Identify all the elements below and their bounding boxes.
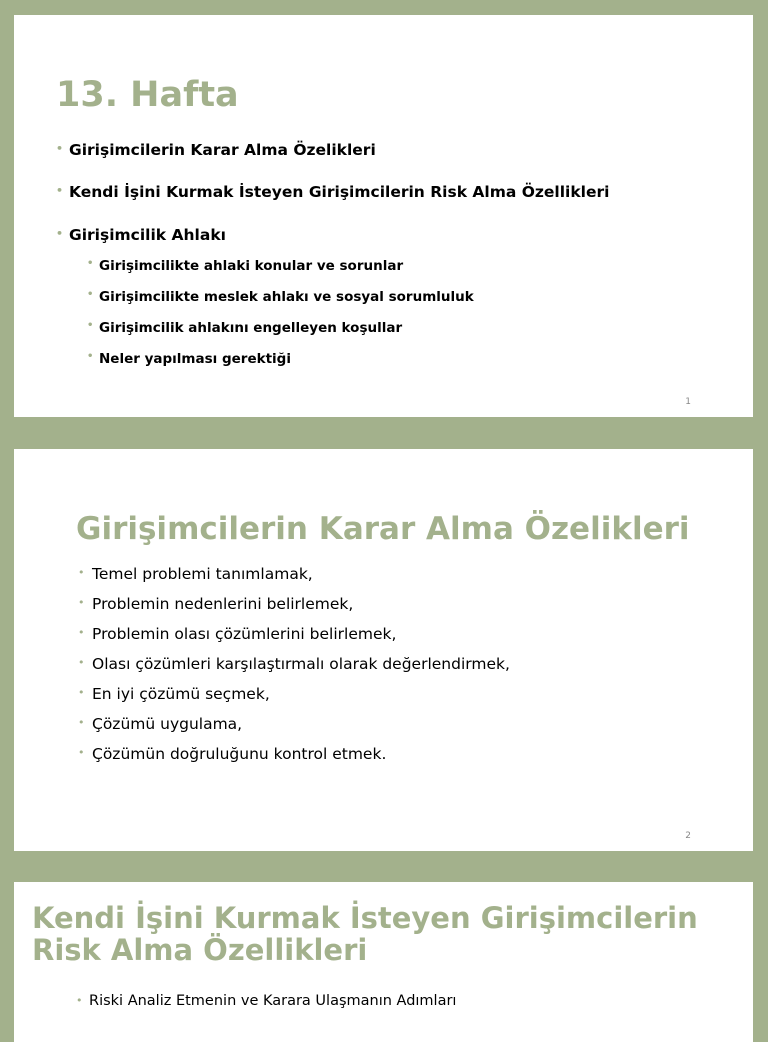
list-item-text: Çözümü uygulama,	[92, 715, 243, 733]
slide-2-bullet-list	[78, 565, 510, 775]
bullet-icon: •	[56, 142, 64, 155]
page-number: 1	[685, 397, 691, 407]
list-item	[78, 595, 510, 625]
slide-2	[14, 449, 753, 851]
list-item-text: Olası çözümleri karşılaştırmalı olarak değerlendirmek,	[92, 655, 510, 673]
slide-1-title: 13. Hafta	[56, 75, 239, 115]
list-item-text: Kendi İşini Kurmak İsteyen Girişimcilerin Risk Alma Özellikleri	[69, 183, 610, 201]
list-item-text: Girişimcilik Ahlakı	[69, 226, 226, 244]
list-item	[76, 993, 456, 1021]
slide-3-title: Kendi İşini Kurmak İsteyen Girişimcilerin Risk Alma Özellikleri	[32, 901, 698, 967]
slide-3	[14, 882, 753, 1042]
list-item	[78, 715, 510, 745]
slide-1-sub-bullet-list	[87, 258, 474, 382]
sub-list-item-text: Neler yapılması gerektiği	[99, 351, 291, 367]
page-number: 2	[685, 831, 691, 841]
bullet-icon: •	[78, 566, 85, 579]
sub-list-item-text: Girişimcilik ahlakını engelleyen koşullar	[99, 320, 403, 336]
list-item-text: Girişimcilerin Karar Alma Özelikleri	[69, 141, 376, 159]
bullet-icon: •	[87, 351, 94, 362]
list-item	[78, 685, 510, 715]
sub-list-item	[87, 320, 474, 351]
bullet-icon: •	[78, 746, 85, 759]
slide-1-bullet-list	[56, 141, 609, 252]
bullet-icon: •	[87, 258, 94, 269]
list-item	[78, 655, 510, 685]
list-item-text: Problemin olası çözümlerini belirlemek,	[92, 625, 397, 643]
list-item	[78, 745, 510, 775]
sub-list-item	[87, 258, 474, 289]
sub-list-item	[87, 351, 474, 382]
bullet-icon: •	[56, 227, 64, 240]
sub-list-item-text: Girişimcilikte ahlaki konular ve sorunlar	[99, 258, 404, 274]
list-item-text: En iyi çözümü seçmek,	[92, 685, 270, 703]
bullet-icon: •	[78, 626, 85, 639]
bullet-icon: •	[87, 320, 94, 331]
bullet-icon: •	[87, 289, 94, 300]
slide-1	[14, 15, 753, 417]
slide-3-bullet-list	[76, 993, 456, 1021]
list-item-text: Temel problemi tanımlamak,	[92, 565, 313, 583]
list-item-text: Çözümün doğruluğunu kontrol etmek.	[92, 745, 387, 763]
bullet-icon: •	[78, 716, 85, 729]
bullet-icon: •	[56, 184, 64, 197]
bullet-icon: •	[78, 686, 85, 699]
bullet-icon: •	[76, 994, 83, 1007]
list-item	[78, 625, 510, 655]
list-item	[56, 183, 609, 226]
bullet-icon: •	[78, 596, 85, 609]
sub-list-item	[87, 289, 474, 320]
slide-2-title: Girişimcilerin Karar Alma Özelikleri	[76, 511, 690, 547]
list-item-text: Riski Analiz Etmenin ve Karara Ulaşmanın Adımları	[89, 993, 457, 1009]
sub-list-item-text: Girişimcilikte meslek ahlakı ve sosyal sorumluluk	[99, 289, 474, 305]
list-item	[78, 565, 510, 595]
list-item-text: Problemin nedenlerini belirlemek,	[92, 595, 354, 613]
bullet-icon: •	[78, 656, 85, 669]
list-item	[56, 141, 609, 183]
list-item	[56, 226, 609, 252]
